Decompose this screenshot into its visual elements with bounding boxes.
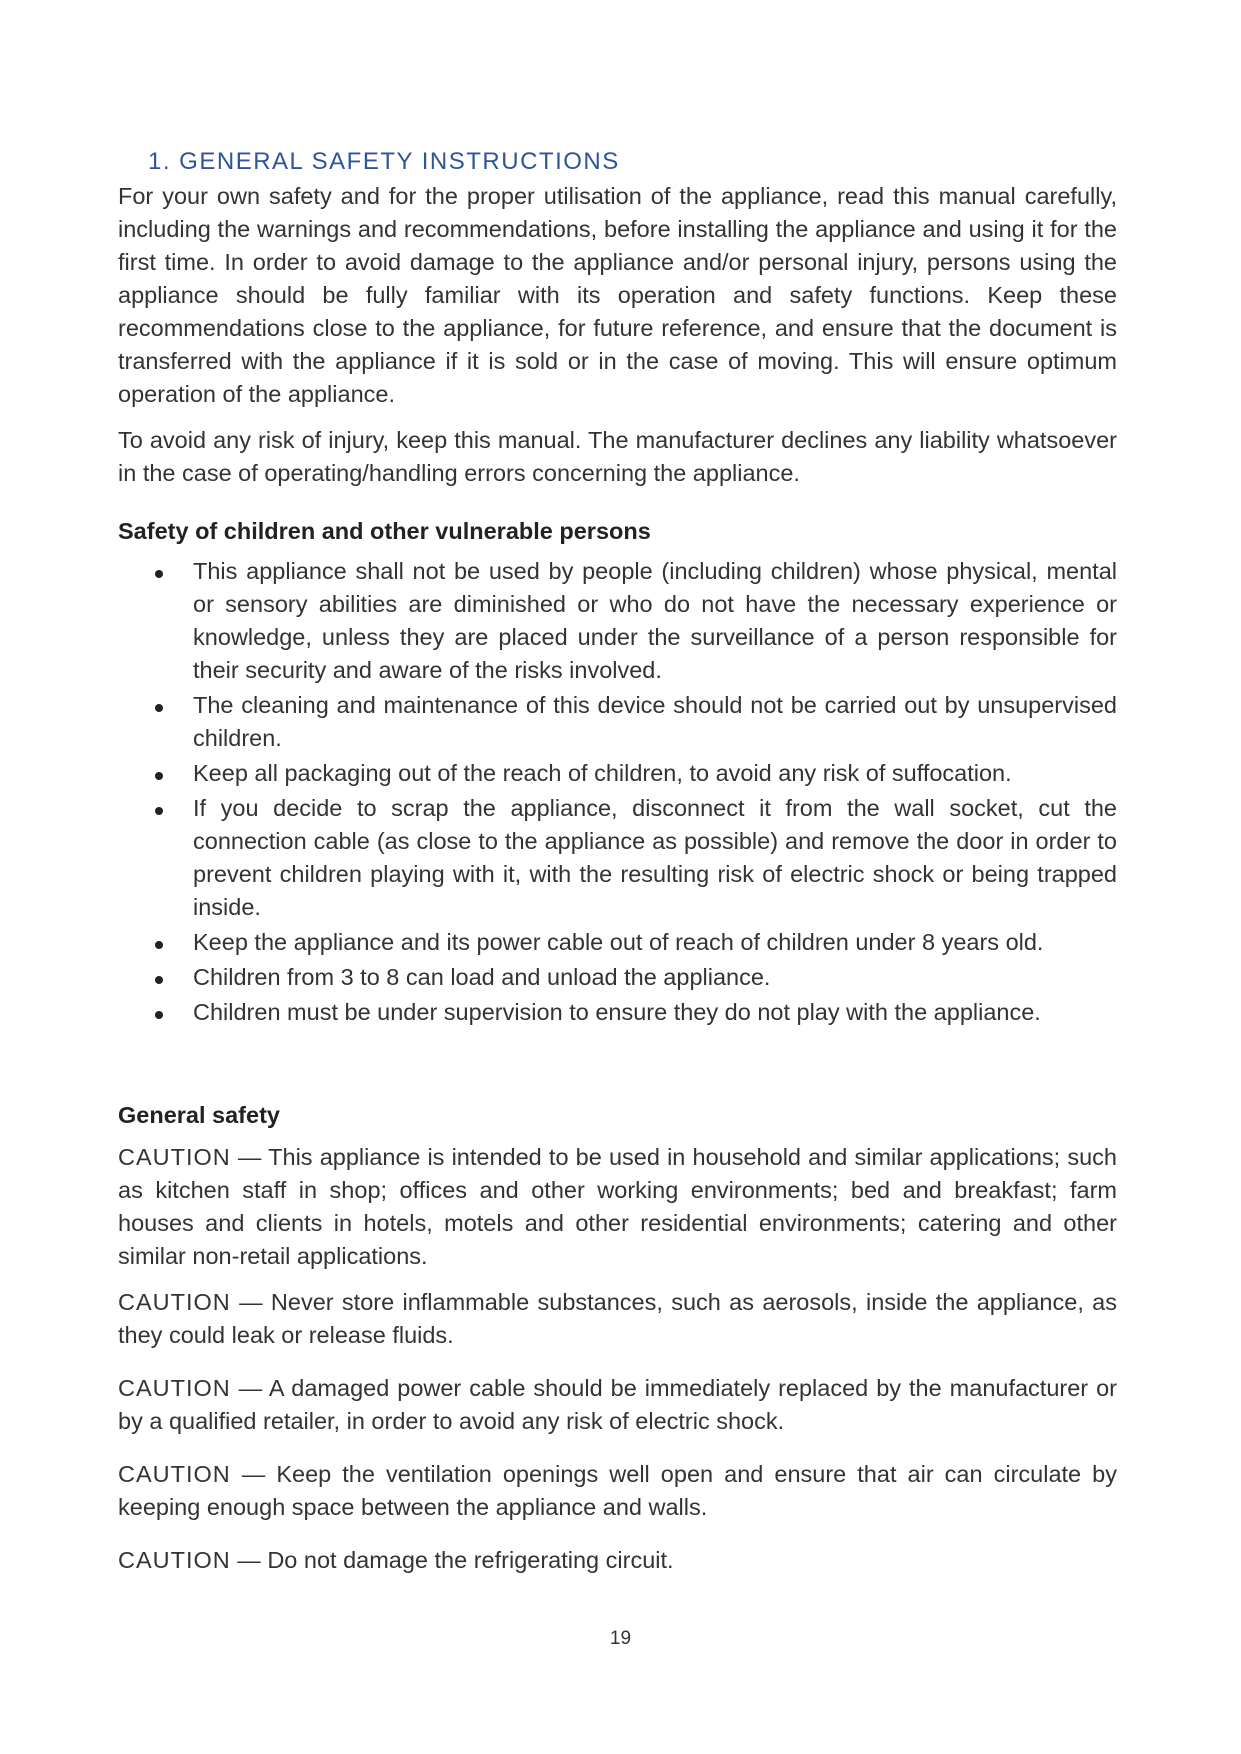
caution-label: CAUTION <box>118 1547 231 1573</box>
caution-paragraph <box>118 1141 1117 1273</box>
list-item <box>193 555 1117 687</box>
list-item <box>193 792 1117 924</box>
liability-paragraph: To avoid any risk of injury, keep this manual. The manufacturer declines any liability whatsoever in the case of operating/handling errors concerning the appliance. <box>118 427 1117 486</box>
children-safety-list <box>118 555 1117 1029</box>
list-item <box>193 689 1117 755</box>
list-item-text: This appliance shall not be used by people (including children) whose physical, mental or sensory abilities are diminished or who do not have the necessary experience or knowledge, unless they are placed under the surveillance of a person responsible for their security and aware of the risks involved. <box>193 558 1117 683</box>
bullet-icon <box>155 704 163 712</box>
list-item <box>193 926 1117 959</box>
caution-label: CAUTION <box>118 1144 231 1170</box>
section-title: 1. GENERAL SAFETY INSTRUCTIONS <box>148 148 620 175</box>
caution-dash: — <box>230 1289 271 1315</box>
caution-label: CAUTION <box>118 1289 231 1315</box>
caution-dash: — <box>230 1375 269 1401</box>
list-item-text: Keep all packaging out of the reach of children, to avoid any risk of suffocation. <box>193 760 1012 786</box>
bullet-icon <box>155 941 163 949</box>
caution-paragraph <box>118 1458 1117 1524</box>
bullet-icon <box>155 1011 163 1019</box>
caution-text: A damaged power cable should be immediately replaced by the manufacturer or by a qualified retailer, in order to avoid any risk of electric shock. <box>118 1375 1117 1434</box>
list-item-text: Children must be under supervision to ensure they do not play with the appliance. <box>193 999 1041 1025</box>
caution-text: Keep the ventilation openings well open and ensure that air can circulate by keeping enough space between the appliance and walls. <box>118 1461 1117 1520</box>
list-item <box>193 757 1117 790</box>
general-safety-heading: General safety <box>118 1102 280 1128</box>
caution-text: Never store inflammable substances, such as aerosols, inside the appliance, as they could leak or release fluids. <box>118 1289 1117 1348</box>
caution-label: CAUTION <box>118 1461 231 1487</box>
bullet-icon <box>155 807 163 815</box>
list-item-text: Keep the appliance and its power cable out of reach of children under 8 years old. <box>193 929 1044 955</box>
children-safety-heading: Safety of children and other vulnerable persons <box>118 518 651 544</box>
list-item <box>193 961 1117 994</box>
caution-dash: — <box>230 1144 269 1170</box>
caution-text: Do not damage the refrigerating circuit. <box>267 1547 674 1573</box>
bullet-icon <box>155 570 163 578</box>
caution-dash: — <box>230 1547 268 1573</box>
caution-dash: — <box>230 1461 277 1487</box>
list-item-text: The cleaning and maintenance of this device should not be carried out by unsupervised children. <box>193 692 1117 751</box>
list-item-text: If you decide to scrap the appliance, disconnect it from the wall socket, cut the connection cable (as close to the appliance as possible) and remove the door in order to prevent children playing with it, with the resulting risk of electric shock or being trapped inside. <box>193 795 1117 920</box>
caution-paragraph <box>118 1286 1117 1352</box>
bullet-icon <box>155 976 163 984</box>
page-content <box>118 146 1117 1577</box>
caution-text: This appliance is intended to be used in household and similar applications; such as kitchen staff in shop; offices and other working environments; bed and breakfast; farm houses and clients in hotels, motels and other residential environments; catering and other similar non-retail applications. <box>118 1144 1117 1269</box>
caution-label: CAUTION <box>118 1375 231 1401</box>
list-item-text: Children from 3 to 8 can load and unload the appliance. <box>193 964 771 990</box>
bullet-icon <box>155 772 163 780</box>
page-number: 19 <box>609 1628 632 1649</box>
list-item <box>193 996 1117 1029</box>
caution-paragraph <box>118 1372 1117 1438</box>
intro-paragraph: For your own safety and for the proper utilisation of the appliance, read this manual carefully, including the warnings and recommendations, before installing the appliance and using it for the first time. In order to avoid damage to the appliance and/or personal injury, persons using the appliance should be fully familiar with its operation and safety functions. Keep these recommendations close to the appliance, for future reference, and ensure that the document is transferred with the appliance if it is sold or in the case of moving. This will ensure optimum operation of the appliance. <box>118 183 1117 407</box>
caution-paragraph <box>118 1544 1117 1577</box>
